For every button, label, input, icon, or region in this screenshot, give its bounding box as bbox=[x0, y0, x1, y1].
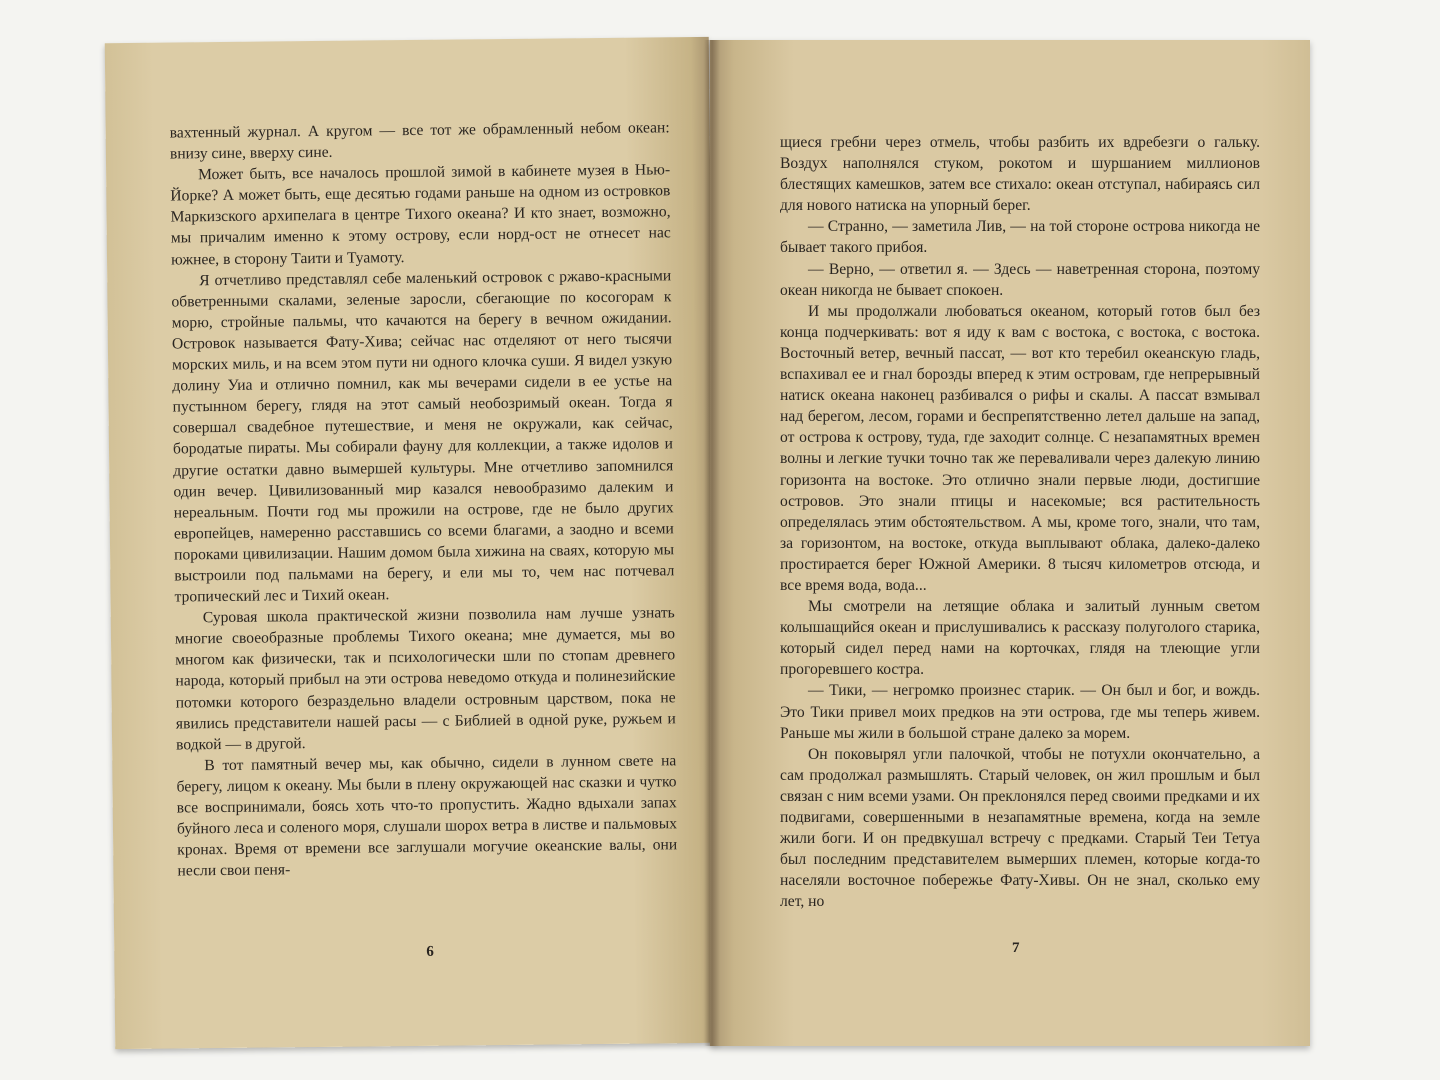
book-gutter bbox=[704, 40, 720, 1046]
paragraph: щиеся гребни через отмель, чтобы разбить их вдребезги о гальку. Воздух наполнялся стуком, рокотом и шуршанием миллионов блестящих камешков, затем все стихало: океан отступал, набираясь сил для нового натиска на упорный берег. bbox=[780, 134, 1260, 215]
paragraph: — Странно, — заметила Лив, — на той стороне острова никогда не бывает такого прибоя. bbox=[780, 218, 1260, 257]
page-number: 6 bbox=[426, 943, 434, 960]
paragraph: Я отчетливо представлял себе маленький островок с ржаво-красными обветренными скалами, зеленые заросли, сбегающие по косогорам к морю, стройные пальмы, что качаются на берегу в вечном ожидании. Островок называется Фату-Хива; сейчас нас отделяют от него тысячи морских миль, и на всем этом пути ни одного клочка суши. Я видел узкую долину Уиа и отлично помнил, как мы вечерами сидели в ее устье на пустынном берегу, глядя на этот самый необозримый океан. Тогда я совершал свадебное путешествие, и меня не окружали, как сейчас, бородатые пираты. Мы собирали фауну для коллекции, а также идолов и другие остатки давно вымершей культуры. Мне отчетливо запомнился один вечер. Цивилизованный мир казался невообразимо далеким и нереальным. Почти год мы прожили на острове, где не было других европейцев, намеренно расставшись со всеми благами, а заодно и всеми пороками цивилизации. Нашим домом была хижина на сваях, которую мы выстроили под пальмами на берегу, и ели мы то, чем нас потчевал тропический лес и Тихий океан. bbox=[171, 266, 675, 606]
paragraph: Может быть, все началось прошлой зимой в кабинете музея в Нью-Йорке? А может быть, еще десятью годами раньше на одном из островков Маркизского архипелага в центре Тихого океана? И кто знает, возможно, мы причалим именно к этому острову, если норд-ост не отнесет нас южнее, в сторону Таити и Туамоту. bbox=[170, 161, 671, 269]
open-book bbox=[104, 40, 1316, 1050]
paragraph: В тот памятный вечер мы, как обычно, сидели в лунном свете на берегу, лицом к океану. Мы были в плену окружающей нас сказки и чутко все воспринимали, боясь хоть что-то пропустить. Жадно вдыхали запах буйного леса и соленого моря, слушали шорох ветра в листве и пальмовых кронах. Время от времени все заглушали могучие океанские валы, они несли свои пеня- bbox=[176, 752, 678, 880]
page-number: 7 bbox=[1012, 940, 1020, 956]
paragraph: Суровая школа практической жизни позволила нам лучше узнать многие своеобразные проблемы Тихого океана; мне думается, мы во многом как физически, так и психологически шли по стопам древнего народа, который прибыл на эти острова неведомо откуда и полинезийские потомки которого безраздельно владели островным царством, пока не явились представители нашей расы — с Библией в одной руке, ружьем и водкой — в другой. bbox=[174, 604, 676, 754]
paragraph: Мы смотрели на летящие облака и залитый лунным светом колышащийся океан и прислушивались к рассказу полуголого старика, который сидел перед нами на корточках, глядя на тлеющие угли прогоревшего костра. bbox=[780, 598, 1260, 679]
right-page bbox=[710, 40, 1310, 1046]
paragraph: — Тики, — негромко произнес старик. — Он был и бог, и вождь. Это Тики привел моих предков на эти острова, где мы теперь живем. Раньше мы жили в большой стране далеко за морем. bbox=[780, 682, 1260, 742]
right-page-text bbox=[780, 132, 1260, 912]
paragraph: Он поковырял угли палочкой, чтобы не потухли окончательно, а сам продолжал размышлять. Старый человек, он жил прошлым и был связан с ним всеми узами. Он преклонялся перед своими предками и их подвигами, совершенными в незапамятные времена, когда на земле жили боги. И он предвкушал встречу с предками. Старый Теи Тетуа был последним представителем вымерших племен, которые когда-то населяли восточное побережье Фату-Хивы. Он не знал, сколько ему лет, но bbox=[780, 745, 1260, 911]
paragraph: — Верно, — ответил я. — Здесь — наветренная сторона, поэтому океан никогда не бывает спокоен. bbox=[780, 260, 1260, 299]
left-page bbox=[105, 37, 720, 1049]
left-page-text bbox=[170, 117, 678, 882]
paragraph: И мы продолжали любоваться океаном, который готов был без конца подчеркивать: вот я иду к вам с востока, с востока, с востока. Восточный ветер, вечный пассат, — вот кто теребил океанскую гладь, вспахивал ее и гнал борозды вперед к этим островам, где непрерывный натиск океана наконец разбивался о рифы и скалы. А пассат взмывал над берегом, лесом, горами и беспрепятственно летел дальше на запад, от острова к острову, туда, где заходит солнце. С незапамятных времен волны и легкие тучки точно так же переваливали через далекую линию горизонта на востоке. Это отлично знали первые люди, достигшие островов. Это знали птицы и насекомые; вся растительность определялась этим обстоятельством. А мы, кроме того, знали, что там, за горизонтом, на востоке, откуда выплывают облака, далеко-далеко простирается берег Южной Америки. 8 тысяч километров отсюда, и все время вода, вода... bbox=[780, 302, 1260, 594]
paragraph: вахтенный журнал. А кругом — все тот же обрамленный небом океан: внизу сине, вверху сине. bbox=[169, 119, 670, 163]
